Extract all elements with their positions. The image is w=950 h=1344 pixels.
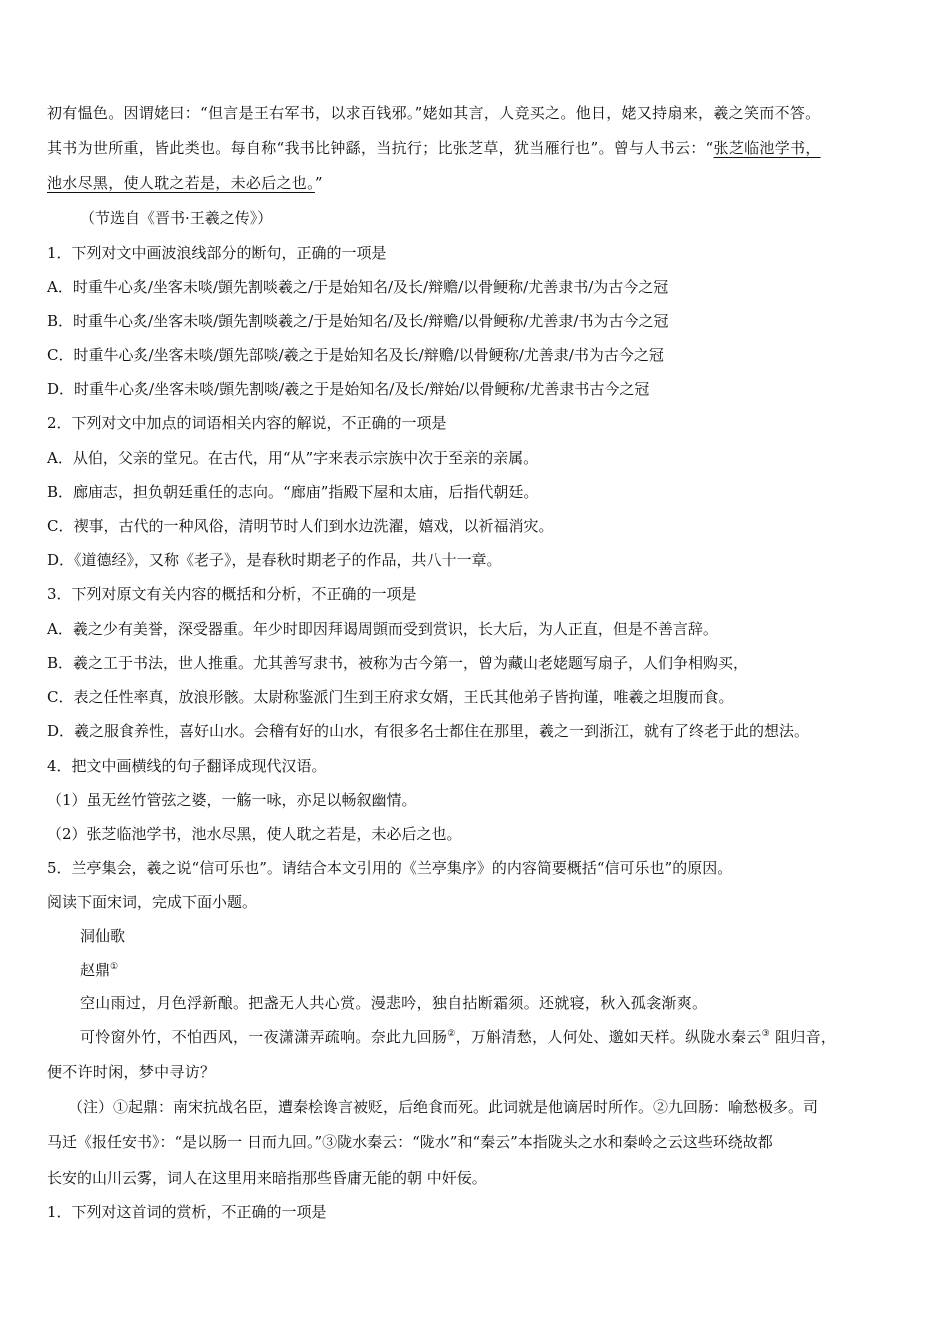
poem-title: 洞仙歌 (80, 927, 126, 945)
q4-stem: 4．把文中画横线的句子翻译成现代汉语。 (47, 757, 327, 775)
q1-option-d: D．时重牛心炙/坐客未啖/顗先割啖/羲之于是始知名/及长/辩始/以骨鲠称/尤善隶书古今之冠 (47, 380, 650, 398)
poem-line-1: 空山雨过，月色浮新酿。把盏无人共心赏。漫悲吟，独自拈断霜须。还就寝，秋入孤衾渐爽。 (80, 994, 708, 1012)
closing-quote: ” (314, 174, 323, 192)
poem-line-2-part-c: 阻归音， (769, 1028, 837, 1046)
poem-notes-line-3: 长安的山川云雾，词人在这里用来暗指那些昏庸无能的朝 中奸佞。 (47, 1169, 487, 1187)
poem-line-2 (80, 1027, 836, 1047)
passage-line-3 (47, 173, 323, 193)
underlined-sentence-start: 张芝临池学书， (713, 139, 821, 157)
underlined-sentence-end: 池水尽黑，使人耽之若是，未必后之也。 (47, 174, 315, 192)
passage-line-2 (47, 138, 821, 158)
q4-sentence-2: （2）张芝临池学书，池水尽黑，使人耽之若是，未必后之也。 (47, 825, 462, 843)
poem-intro: 阅读下面宋词，完成下面小题。 (47, 893, 258, 911)
poem-notes-line-2: 马迁《报任安书》：“是以肠一 日而九回。”③陇水秦云：“陇水”和“秦云”本指陇头之水和秦岭之云这些环绕故都 (47, 1133, 773, 1151)
poem-line-2-part-b: ，万斛清愁，人何处、邈如天样。纵陇水秦云 (455, 1028, 762, 1046)
q3-option-b: B．羲之工于书法，世人推重。尤其善写隶书，被称为古今第一，曾为藏山老姥题写扇子，人们争相购买， (47, 654, 749, 672)
poem-line-3: 便不许时闲，梦中寻访？ (47, 1063, 216, 1081)
q1-option-a: A．时重牛心炙/坐客未啖/顗先割啖羲之/于是始知名/及长/辩赡/以骨鲠称/尤善隶书/为古今之冠 (47, 278, 669, 296)
q5-stem: 5．兰亭集会，羲之说“信可乐也”。请结合本文引用的《兰亭集序》的内容简要概括“信可乐也”的原因。 (47, 859, 733, 877)
q2-option-b: B．廊庙志，担负朝廷重任的志向。“廊庙”指殿下屋和太庙，后指代朝廷。 (47, 483, 539, 501)
q3-stem: 3．下列对原文有关内容的概括和分析，不正确的一项是 (47, 585, 417, 603)
poem-author-name: 赵鼎 (80, 961, 111, 979)
q2-option-d: D．《道德经》，又称《老子》，是春秋时期老子的作品，共八十一章。 (47, 551, 502, 569)
q1-option-c: C．时重牛心炙/坐客未啖/顗先部啖/羲之于是始知名及长/辩赡/以骨鲠称/尤善隶/书为古今之冠 (47, 346, 664, 364)
passage-source: （节选自《晋书·王羲之传》） (80, 209, 273, 227)
q3-option-d: D．羲之服食养性，喜好山水。会稽有好的山水，有很多名士都住在那里，羲之一到浙江，就有了终老于此的想法。 (47, 722, 810, 740)
passage-line-2-text: 其书为世所重，皆此类也。每自称“我书比钟繇，当抗行；比张芝草，犹当雁行也”。曾与人书云：“ (47, 139, 714, 157)
footnote-mark-3: ③ (761, 1029, 770, 1039)
poem-line-2-part-a: 可怜窗外竹，不怕西风，一夜潇潇弄疏响。奈此九回肠 (80, 1028, 448, 1046)
q2-option-c: C．禊事，古代的一种风俗，清明节时人们到水边洗濯，嬉戏，以祈福消灾。 (47, 517, 554, 535)
q2-option-a: A．从伯，父亲的堂兄。在古代，用“从”字来表示宗族中次于至亲的亲属。 (47, 449, 539, 467)
q1-option-b: B．时重牛心炙/坐客未啖/顗先割啖羲之/于是始知名/及长/辩赡/以骨鲠称/尤善隶/书为古今之冠 (47, 312, 669, 330)
q3-option-a: A．羲之少有美誉，深受器重。年少时即因拜谒周顗而受到赏识，长大后，为人正直，但是不善言辞。 (47, 620, 718, 638)
poem-notes-line-1: （注）①起鼎：南宋抗战名臣，遭秦桧谗言被贬，后绝食而死。此词就是他谪居时所作。②九回肠：喻愁极多。司 (68, 1098, 819, 1116)
poem-author (80, 960, 118, 980)
passage-line-1: 初有愠色。因谓姥曰：“但言是王右军书，以求百钱邪。”姥如其言，人竞买之。他日，姥又持扇来，羲之笑而不答。 (47, 104, 821, 122)
q3-option-c: C．表之任性率真，放浪形骸。太尉称鉴派门生到王府求女婿，王氏其他弟子皆拘谨，唯羲之坦腹而食。 (47, 688, 734, 706)
q1-stem: 1．下列对文中画波浪线部分的断句，正确的一项是 (47, 244, 387, 262)
author-footnote-mark: ① (110, 962, 119, 972)
q2-stem: 2．下列对文中加点的词语相关内容的解说，不正确的一项是 (47, 414, 447, 432)
poem-q1-stem: 1．下列对这首词的赏析，不正确的一项是 (47, 1203, 327, 1221)
q4-sentence-1: （1）虽无丝竹管弦之婆，一觞一咏，亦足以畅叙幽情。 (47, 791, 417, 809)
footnote-mark-2: ② (447, 1029, 456, 1039)
